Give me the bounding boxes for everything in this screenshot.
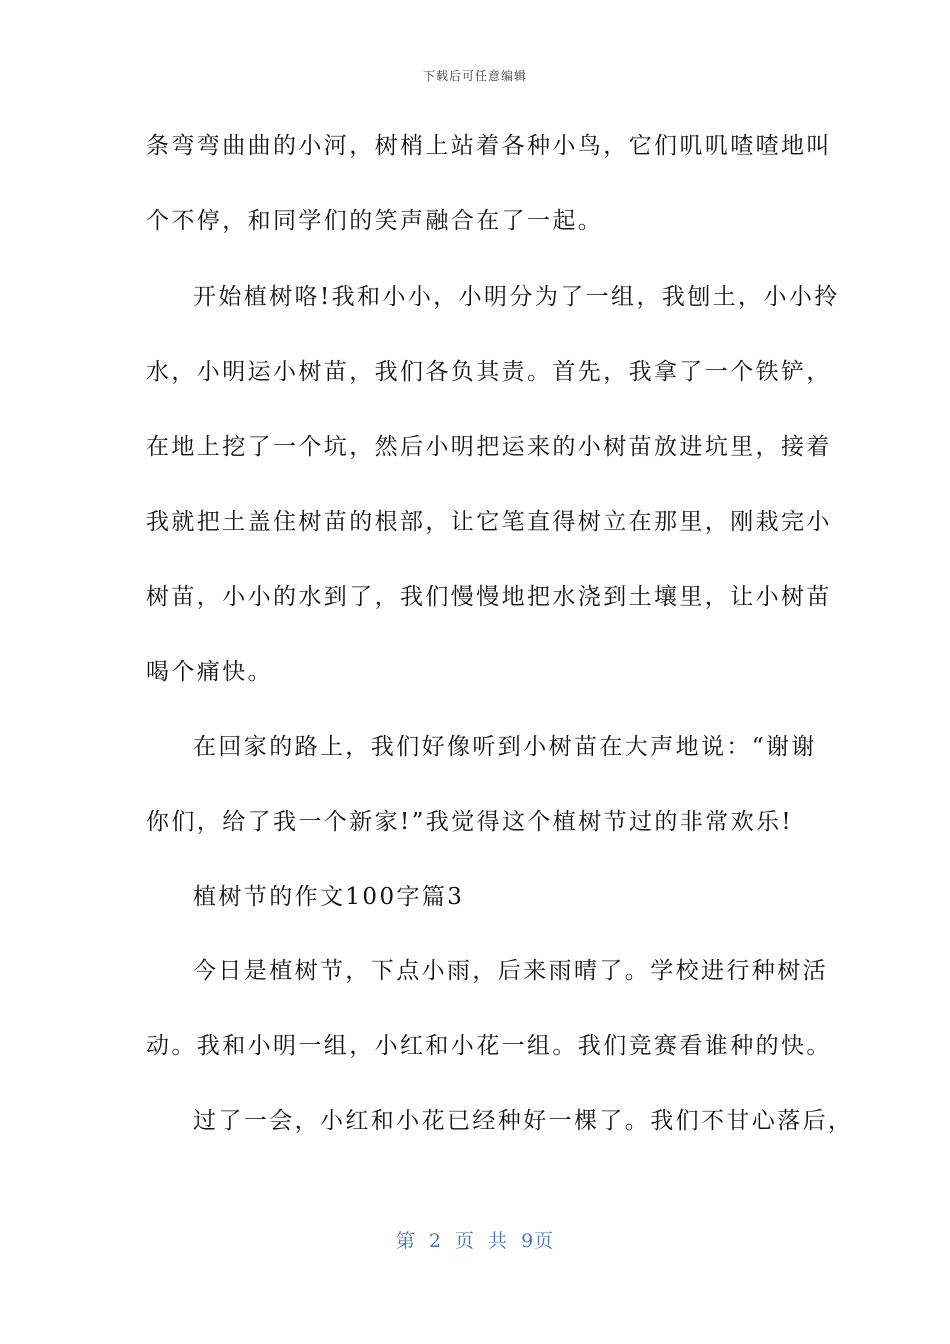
body-line: 你们，给了我一个新家!”我觉得这个植树节过的非常欢乐! (146, 809, 794, 835)
body-line: 我就把土盖住树苗的根部，让它笔直得树立在那里，刚栽完小 (146, 509, 832, 535)
page-number: 第 2 页 共 9页 (395, 1230, 555, 1252)
paragraph-start-line: 开始植树咯!我和小小，小明分为了一组，我刨土，小小拎 (193, 284, 840, 310)
body-line: 动。我和小明一组，小红和小花一组。我们竞赛看谁种的快。 (146, 1033, 832, 1059)
body-line: 树苗，小小的水到了，我们慢慢地把水浇到土壤里，让小树苗 (146, 584, 832, 610)
paragraph-start-line: 过了一会，小红和小花已经种好一棵了。我们不甘心落后， (193, 1108, 854, 1134)
body-line: 喝个痛快。 (146, 659, 273, 685)
body-line: 条弯弯曲曲的小河，树梢上站着各种小鸟，它们叽叽喳喳地叫 (146, 133, 832, 159)
section-heading: 植树节的作文100字篇3 (193, 884, 465, 910)
body-line: 在地上挖了一个坑，然后小明把运来的小树苗放进坑里，接着 (146, 434, 832, 460)
paragraph-start-line: 今日是植树节，下点小雨，后来雨晴了。学校进行种树活 (193, 958, 828, 984)
paragraph-start-line: 在回家的路上，我们好像听到小树苗在大声地说：“谢谢 (193, 734, 817, 760)
body-line: 个不停，和同学们的笑声融合在了一起。 (146, 208, 604, 234)
header-note: 下载后可任意编辑 (422, 69, 527, 83)
body-line: 水，小明运小树苗，我们各负其责。首先，我拿了一个铁铲， (146, 359, 832, 385)
